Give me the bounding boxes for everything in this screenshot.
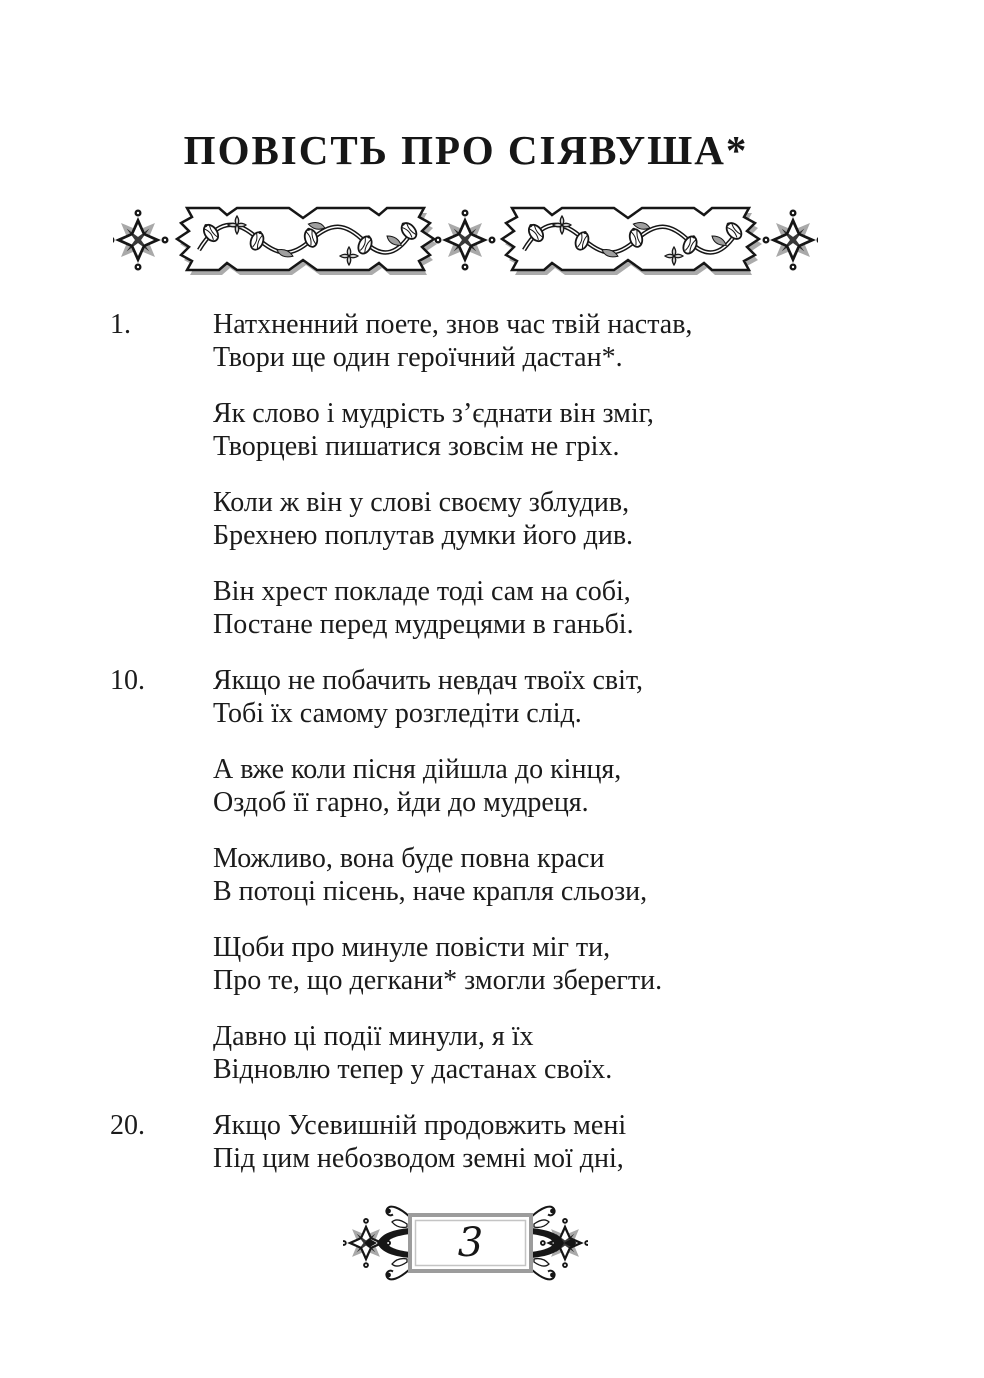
verse-number: 10. xyxy=(110,665,145,696)
couplet xyxy=(213,753,621,819)
stanza xyxy=(110,664,822,730)
verse-line: Твори ще один героїчний дастан*. xyxy=(213,342,623,373)
verse-line: Брехнею поплутав думки його див. xyxy=(213,520,634,551)
stanza xyxy=(110,931,822,997)
page-number: 3 xyxy=(457,1220,484,1266)
verse-number: 20. xyxy=(110,1110,145,1141)
couplet xyxy=(213,486,633,552)
couplet xyxy=(213,397,654,463)
couplet xyxy=(213,842,647,908)
verse-line: Про те, що дегкани* змогли зберегти. xyxy=(213,965,663,996)
poem-body xyxy=(110,308,822,1198)
page-content xyxy=(110,0,822,1378)
couplet xyxy=(213,575,634,641)
couplet xyxy=(213,308,692,374)
stanza xyxy=(110,397,822,463)
verse-line: Як слово і мудрість з’єднати він зміг, xyxy=(213,398,654,429)
couplet xyxy=(213,664,643,730)
couplet xyxy=(213,1109,626,1175)
verse-line: Натхненний поете, знов час твій настав, xyxy=(213,309,693,340)
verse-line: Давно ці події минули, я їх xyxy=(213,1021,534,1052)
stanza xyxy=(110,308,822,374)
verse-line: Якщо Усевишній продовжить мені xyxy=(213,1110,627,1141)
verse-line: Творцеві пишатися зовсім не гріх. xyxy=(213,431,620,462)
verse-number: 1. xyxy=(110,309,131,340)
verse-line: Щоби про минуле повісти міг ти, xyxy=(213,932,611,963)
verse-line: А вже коли пісня дійшла до кінця, xyxy=(213,754,622,785)
page-number-cartouche-icon xyxy=(343,1202,588,1292)
verse-line: Він хрест покладе тоді сам на собі, xyxy=(213,576,631,607)
verse-line: Постане перед мудрецями в ганьбі. xyxy=(213,609,634,640)
stanza xyxy=(110,1020,822,1086)
header-ornament-band xyxy=(113,202,818,278)
star-rosette-icon xyxy=(113,206,172,274)
verse-line: В потоці пісень, наче крапля сльози, xyxy=(213,876,648,907)
stanza xyxy=(110,486,822,552)
stanza xyxy=(110,842,822,908)
verse-line: Якщо не побачить невдач твоїх світ, xyxy=(213,665,644,696)
stanza xyxy=(110,575,822,641)
couplet xyxy=(213,1020,612,1086)
floral-panel-icon xyxy=(502,208,762,275)
star-rosette-icon xyxy=(431,206,499,274)
star-rosette-icon xyxy=(759,206,818,274)
verse-line: Під цим небозводом земні мої дні, xyxy=(213,1143,624,1174)
verse-line: Оздоб її гарно, йди до мудреця. xyxy=(213,787,589,818)
stanza xyxy=(110,753,822,819)
verse-line: Відновлю тепер у дастанах своїх. xyxy=(213,1054,613,1085)
page-title: ПОВІСТЬ ПРО СІЯВУША* xyxy=(183,127,749,173)
floral-band-icon xyxy=(113,202,818,278)
verse-line: Можливо, вона буде повна краси xyxy=(213,843,605,874)
page-footer xyxy=(343,1202,588,1292)
floral-panel-icon xyxy=(177,208,437,275)
stanza xyxy=(110,1109,822,1175)
verse-line: Коли ж він у слові своєму зблудив, xyxy=(213,487,630,518)
verse-line: Тобі їх самому розгледіти слід. xyxy=(213,698,582,729)
couplet xyxy=(213,931,662,997)
